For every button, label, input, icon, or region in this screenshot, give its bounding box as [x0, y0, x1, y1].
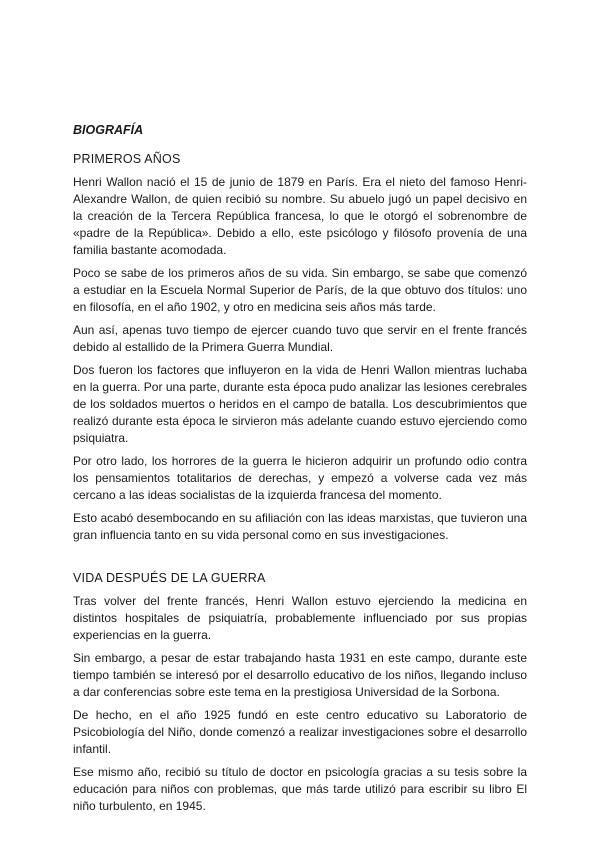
section-vida-despues-guerra — [73, 570, 527, 815]
paragraph: Sin embargo, a pesar de estar trabajando hasta 1931 en este campo, durante este tiempo también se interesó por el desarrollo educativo de los niños, llegando incluso a dar conferencias sobre este tema en la prestigiosa Universidad de la Sorbona. — [73, 651, 527, 699]
section-heading: PRIMEROS AÑOS — [73, 152, 181, 166]
paragraph: Ese mismo año, recibió su título de doctor en psicología gracias a su tesis sobre la educación para niños con problemas, que más tarde utilizó para escribir su libro El niño turbulento, en 1945. — [73, 765, 527, 813]
paragraph: Por otro lado, los horrores de la guerra le hicieron adquirir un profundo odio contra los pensamientos totalitarios de derechas, y empezó a volverse cada vez más cercano a las ideas socialistas de la izquierda francesa del momento. — [73, 454, 527, 502]
document-title: BIOGRAFÍA — [73, 123, 144, 137]
paragraph: Dos fueron los factores que influyeron en la vida de Henri Wallon mientras luchaba en la guerra. Por una parte, durante esta época pudo analizar las lesiones cerebrales de los soldados muertos o heridos en el campo de batalla. Los descubrimientos que realizó durante esta época le sirvieron más adelante cuando estuvo ejerciendo como psiquiatra. — [73, 363, 527, 445]
paragraph: Aun así, apenas tuvo tiempo de ejercer cuando tuvo que servir en el frente francés debido al estallido de la Primera Guerra Mundial. — [73, 323, 527, 354]
paragraph: De hecho, en el año 1925 fundó en este centro educativo su Laboratorio de Psicobiología del Niño, donde comenzó a realizar investigaciones sobre el desarrollo infantil. — [73, 708, 527, 756]
section-primeros-anos — [73, 151, 527, 544]
paragraph: Esto acabó desembocando en su afiliación con las ideas marxistas, que tuvieron una gran influencia tanto en su vida personal como en sus investigaciones. — [73, 511, 527, 542]
paragraph: Henri Wallon nació el 15 de junio de 1879 en París. Era el nieto del famoso Henri-Alexandre Wallon, de quien recibió su nombre. Su abuelo jugó un papel decisivo en la creación de la Tercera República francesa, lo que le otorgó el sobrenombre de «padre de la República». Debido a ello, este psicólogo y filósofo provenía de una familia bastante acomodada. — [73, 175, 527, 257]
section-heading: VIDA DESPUÉS DE LA GUERRA — [73, 571, 266, 585]
paragraph: Tras volver del frente francés, Henri Wallon estuvo ejerciendo la medicina en distintos hospitales de psiquiatría, probablemente influenciado por sus propias experiencias en la guerra. — [73, 594, 527, 642]
paragraph: Poco se sabe de los primeros años de su vida. Sin embargo, se sabe que comenzó a estudiar en la Escuela Normal Superior de París, de la que obtuvo dos títulos: uno en filosofía, en el año 1902, y otro en medicina seis años más tarde. — [73, 266, 527, 314]
document-page — [73, 118, 527, 821]
